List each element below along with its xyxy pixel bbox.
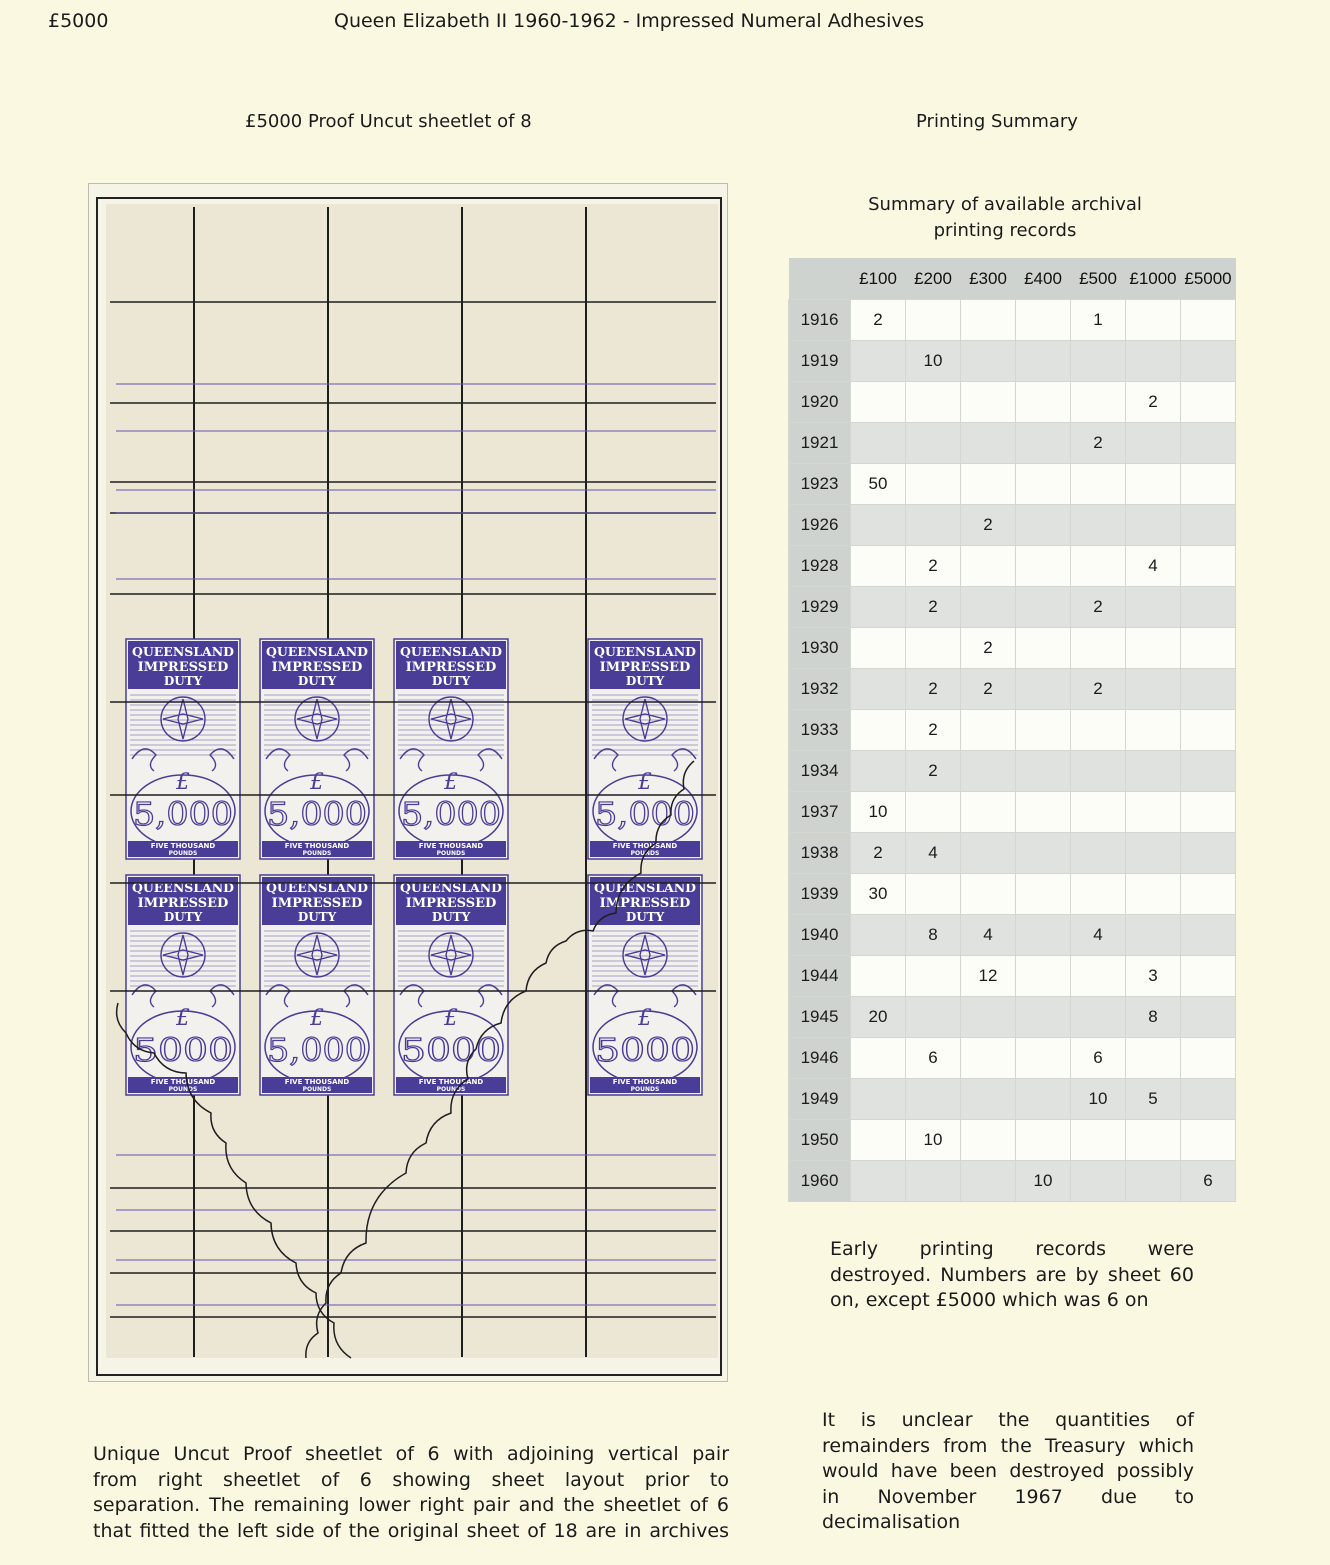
quantity-cell <box>1181 1120 1236 1161</box>
quantity-cell <box>1126 1161 1181 1202</box>
stamp-bottom2: POUNDS <box>302 1086 332 1093</box>
stamp-line2: IMPRESSED <box>599 660 691 675</box>
stamp-value: 5000 <box>595 1031 695 1069</box>
column-header: £200 <box>906 258 961 300</box>
stamp <box>588 875 702 1095</box>
quantity-cell <box>1016 710 1071 751</box>
table-row <box>789 1161 1236 1202</box>
quantity-cell <box>906 874 961 915</box>
quantity-cell <box>1126 1120 1181 1161</box>
stamp-line1: QUEENSLAND <box>399 644 503 659</box>
quantity-cell <box>906 956 961 997</box>
year-cell: 1950 <box>789 1120 851 1161</box>
quantity-cell <box>1016 300 1071 341</box>
quantity-cell <box>906 1161 961 1202</box>
quantity-cell: 2 <box>851 300 906 341</box>
quantity-cell: 2 <box>961 505 1016 546</box>
quantity-cell <box>1071 628 1126 669</box>
quantity-cell <box>1071 341 1126 382</box>
quantity-cell <box>1181 341 1236 382</box>
quantity-cell <box>1126 915 1181 956</box>
year-cell: 1960 <box>789 1161 851 1202</box>
quantity-cell <box>1016 587 1071 628</box>
quantity-cell <box>1071 751 1126 792</box>
stamp-bottom2: POUNDS <box>630 850 660 857</box>
quantity-cell <box>1126 751 1181 792</box>
page-title: Queen Elizabeth II 1960-1962 - Impressed Numeral Adhesives <box>334 10 925 32</box>
stamp <box>126 639 240 859</box>
year-cell: 1944 <box>789 956 851 997</box>
quantity-cell <box>851 1120 906 1161</box>
year-cell: 1916 <box>789 300 851 341</box>
stamp <box>588 639 702 859</box>
stamp-line3: DUTY <box>163 910 203 924</box>
quantity-cell <box>1016 1079 1071 1120</box>
quantity-cell <box>961 874 1016 915</box>
quantity-cell: 12 <box>961 956 1016 997</box>
stamp <box>260 639 374 859</box>
quantity-cell <box>1181 628 1236 669</box>
sheetlet-drawing <box>96 183 728 1383</box>
table-row <box>789 833 1236 874</box>
stamp-value: 5000 <box>133 1031 233 1069</box>
summary-subtitle: Summary of available archival printing records <box>868 194 1142 241</box>
table-header-row <box>789 258 1236 300</box>
stamp-value: 5,000 <box>267 795 367 833</box>
table-row <box>789 874 1236 915</box>
quantity-cell: 2 <box>1126 382 1181 423</box>
quantity-cell <box>1181 915 1236 956</box>
table-row <box>789 464 1236 505</box>
proof-heading: £5000 Proof Uncut sheetlet of 8 <box>245 111 532 132</box>
stamp-line1: QUEENSLAND <box>131 880 235 895</box>
quantity-cell <box>961 1038 1016 1079</box>
quantity-cell <box>961 1079 1016 1120</box>
year-cell: 1921 <box>789 423 851 464</box>
stamp <box>394 875 508 1095</box>
quantity-cell <box>1126 587 1181 628</box>
table-row <box>789 382 1236 423</box>
quantity-cell <box>1071 792 1126 833</box>
quantity-cell <box>1016 1038 1071 1079</box>
table-row <box>789 956 1236 997</box>
quantity-cell <box>1181 464 1236 505</box>
stamp-bottom1: FIVE THOUSAND <box>418 842 484 850</box>
quantity-cell: 6 <box>1071 1038 1126 1079</box>
quantity-cell <box>1016 874 1071 915</box>
quantity-cell <box>1126 1038 1181 1079</box>
quantity-cell <box>961 710 1016 751</box>
year-cell: 1933 <box>789 710 851 751</box>
stamp-bottom1: FIVE THOUSAND <box>418 1078 484 1086</box>
page-denomination: £5000 <box>48 10 109 32</box>
quantity-cell: 6 <box>906 1038 961 1079</box>
stamp-line1: QUEENSLAND <box>399 880 503 895</box>
year-cell: 1926 <box>789 505 851 546</box>
printing-summary-table-wrap <box>788 258 1236 1202</box>
quantity-cell: 2 <box>1071 423 1126 464</box>
quantity-cell <box>851 710 906 751</box>
table-row <box>789 587 1236 628</box>
column-header: £400 <box>1016 258 1071 300</box>
quantity-cell <box>961 587 1016 628</box>
column-header: £300 <box>961 258 1016 300</box>
quantity-cell: 4 <box>906 833 961 874</box>
quantity-cell <box>1016 751 1071 792</box>
quantity-cell <box>1181 1079 1236 1120</box>
stamp-bottom1: FIVE THOUSAND <box>284 1078 350 1086</box>
stamp-line2: IMPRESSED <box>137 896 229 911</box>
column-header: £500 <box>1071 258 1126 300</box>
quantity-cell: 8 <box>1126 997 1181 1038</box>
stamp-line1: QUEENSLAND <box>265 880 369 895</box>
currency-symbol: £ <box>176 1006 190 1031</box>
quantity-cell <box>906 792 961 833</box>
quantity-cell <box>1016 628 1071 669</box>
quantity-cell <box>906 997 961 1038</box>
quantity-cell <box>961 751 1016 792</box>
quantity-cell <box>1071 382 1126 423</box>
stamp-line1: QUEENSLAND <box>265 644 369 659</box>
quantity-cell <box>1016 546 1071 587</box>
stamp-value: 5,000 <box>401 795 501 833</box>
quantity-cell <box>961 792 1016 833</box>
quantity-cell <box>1016 833 1071 874</box>
stamp-value: 5,000 <box>267 1031 367 1069</box>
quantity-cell <box>1181 382 1236 423</box>
currency-symbol: £ <box>444 770 458 795</box>
table-row <box>789 792 1236 833</box>
year-cell: 1938 <box>789 833 851 874</box>
quantity-cell <box>1181 792 1236 833</box>
quantity-cell <box>1016 423 1071 464</box>
quantity-cell <box>851 915 906 956</box>
quantity-cell <box>961 1120 1016 1161</box>
quantity-cell <box>1016 997 1071 1038</box>
quantity-cell <box>1071 546 1126 587</box>
quantity-cell <box>1181 300 1236 341</box>
quantity-cell <box>1126 628 1181 669</box>
year-cell: 1940 <box>789 915 851 956</box>
table-row <box>789 1038 1236 1079</box>
stamp-line3: DUTY <box>163 674 203 688</box>
quantity-cell <box>1126 464 1181 505</box>
printing-summary-table <box>788 258 1236 1202</box>
quantity-cell <box>1181 874 1236 915</box>
table-row <box>789 628 1236 669</box>
stamp-line3: DUTY <box>431 674 471 688</box>
quantity-cell: 10 <box>1071 1079 1126 1120</box>
quantity-cell <box>961 1161 1016 1202</box>
year-cell: 1919 <box>789 341 851 382</box>
quantity-cell: 2 <box>906 710 961 751</box>
quantity-cell <box>1126 833 1181 874</box>
quantity-cell <box>906 423 961 464</box>
quantity-cell <box>1016 505 1071 546</box>
stamp-bottom2: POUNDS <box>436 1086 466 1093</box>
stamp-line3: DUTY <box>431 910 471 924</box>
note-line: decimalisation <box>822 1511 961 1533</box>
quantity-cell <box>961 341 1016 382</box>
table-row <box>789 300 1236 341</box>
uncut-proof-description <box>93 1442 729 1544</box>
currency-symbol: £ <box>310 770 324 795</box>
quantity-cell <box>906 628 961 669</box>
stamp-bottom1: FIVE THOUSAND <box>284 842 350 850</box>
quantity-cell <box>1126 341 1181 382</box>
quantity-cell <box>1181 546 1236 587</box>
stamp-bottom2: POUNDS <box>168 850 198 857</box>
quantity-cell <box>961 423 1016 464</box>
quantity-cell <box>1016 382 1071 423</box>
note-line: on, except £5000 which was 6 on <box>830 1289 1149 1311</box>
quantity-cell <box>1181 423 1236 464</box>
quantity-cell <box>851 423 906 464</box>
quantity-cell <box>1016 915 1071 956</box>
quantity-cell <box>1126 669 1181 710</box>
quantity-cell <box>906 382 961 423</box>
table-row <box>789 1120 1236 1161</box>
stamp-bottom1: FIVE THOUSAND <box>612 842 678 850</box>
currency-symbol: £ <box>310 1006 324 1031</box>
quantity-cell <box>1181 956 1236 997</box>
stamp-line2: IMPRESSED <box>405 896 497 911</box>
year-cell: 1934 <box>789 751 851 792</box>
quantity-cell <box>906 1079 961 1120</box>
quantity-cell: 2 <box>851 833 906 874</box>
quantity-cell: 4 <box>1126 546 1181 587</box>
table-row <box>789 710 1236 751</box>
quantity-cell <box>851 628 906 669</box>
stamp-bottom1: FIVE THOUSAND <box>150 1078 216 1086</box>
stamp-value: 5000 <box>401 1031 501 1069</box>
quantity-cell <box>961 464 1016 505</box>
quantity-cell: 10 <box>906 341 961 382</box>
quantity-cell <box>1071 997 1126 1038</box>
stamp-line2: IMPRESSED <box>599 896 691 911</box>
quantity-cell: 4 <box>961 915 1016 956</box>
quantity-cell <box>1016 792 1071 833</box>
quantity-cell <box>1181 1038 1236 1079</box>
stamp-line1: QUEENSLAND <box>593 644 697 659</box>
stamp <box>260 875 374 1095</box>
stamp-line3: DUTY <box>297 910 337 924</box>
year-cell: 1930 <box>789 628 851 669</box>
quantity-cell <box>961 997 1016 1038</box>
quantity-cell <box>1071 464 1126 505</box>
note-line: It is unclear the quantities of <box>822 1409 1194 1431</box>
year-cell: 1929 <box>789 587 851 628</box>
quantity-cell <box>1071 710 1126 751</box>
summary-heading: Printing Summary <box>916 111 1078 132</box>
table-row <box>789 997 1236 1038</box>
note-line: remainders from the Treasury which <box>822 1434 1194 1457</box>
quantity-cell <box>851 587 906 628</box>
quantity-cell: 30 <box>851 874 906 915</box>
year-cell: 1939 <box>789 874 851 915</box>
quantity-cell <box>1126 505 1181 546</box>
quantity-cell <box>1016 669 1071 710</box>
stamp-value: 5,000 <box>133 795 233 833</box>
note-line: Unique Uncut Proof sheetlet of 6 with adjoining vertical pair <box>93 1443 729 1465</box>
quantity-cell: 2 <box>906 587 961 628</box>
currency-symbol: £ <box>176 770 190 795</box>
stamp-line1: QUEENSLAND <box>593 880 697 895</box>
column-header: £1000 <box>1126 258 1181 300</box>
quantity-cell <box>961 546 1016 587</box>
quantity-cell <box>851 505 906 546</box>
stamp-line3: DUTY <box>625 674 665 688</box>
year-cell: 1937 <box>789 792 851 833</box>
stamp-line2: IMPRESSED <box>137 660 229 675</box>
stamp-bottom2: POUNDS <box>436 850 466 857</box>
stamp-bottom2: POUNDS <box>302 850 332 857</box>
stamp-layer <box>110 639 716 1095</box>
table-row <box>789 423 1236 464</box>
quantity-cell: 8 <box>906 915 961 956</box>
quantity-cell: 2 <box>906 546 961 587</box>
currency-symbol: £ <box>444 1006 458 1031</box>
table-row <box>789 546 1236 587</box>
stamp <box>126 875 240 1095</box>
quantity-cell <box>1126 423 1181 464</box>
year-cell: 1949 <box>789 1079 851 1120</box>
stamp-line2: IMPRESSED <box>271 660 363 675</box>
quantity-cell <box>1126 710 1181 751</box>
quantity-cell <box>1181 587 1236 628</box>
year-cell: 1946 <box>789 1038 851 1079</box>
quantity-cell <box>906 300 961 341</box>
quantity-cell <box>1181 710 1236 751</box>
quantity-cell <box>851 1079 906 1120</box>
quantity-cell: 2 <box>961 628 1016 669</box>
quantity-cell: 4 <box>1071 915 1126 956</box>
quantity-cell <box>1126 300 1181 341</box>
note-line: destroyed. Numbers are by sheet 60 <box>830 1263 1194 1286</box>
quantity-cell: 50 <box>851 464 906 505</box>
quantity-cell <box>906 505 961 546</box>
quantity-cell <box>1016 464 1071 505</box>
quantity-cell: 10 <box>851 792 906 833</box>
table-row <box>789 915 1236 956</box>
stamp-value: 5,000 <box>595 795 695 833</box>
quantity-cell: 5 <box>1126 1079 1181 1120</box>
quantity-cell: 3 <box>1126 956 1181 997</box>
quantity-cell: 2 <box>1071 669 1126 710</box>
quantity-cell <box>851 751 906 792</box>
table-row <box>789 669 1236 710</box>
quantity-cell: 1 <box>1071 300 1126 341</box>
quantity-cell: 2 <box>961 669 1016 710</box>
quantity-cell <box>851 341 906 382</box>
quantity-cell <box>1071 1120 1126 1161</box>
early-records-note <box>830 1237 1194 1314</box>
quantity-cell <box>1181 751 1236 792</box>
quantity-cell <box>1126 792 1181 833</box>
stamp-bottom2: POUNDS <box>630 1086 660 1093</box>
quantity-cell <box>851 546 906 587</box>
stamp-bottom1: FIVE THOUSAND <box>612 1078 678 1086</box>
quantity-cell <box>851 382 906 423</box>
stamp-line2: IMPRESSED <box>405 660 497 675</box>
quantity-cell <box>1016 1120 1071 1161</box>
note-line: Early printing records were <box>830 1238 1194 1260</box>
stamp <box>394 639 508 859</box>
quantity-cell <box>1071 833 1126 874</box>
quantity-cell: 6 <box>1181 1161 1236 1202</box>
quantity-cell <box>1181 833 1236 874</box>
stamp-line2: IMPRESSED <box>271 896 363 911</box>
quantity-cell <box>1071 1161 1126 1202</box>
quantity-cell <box>1071 874 1126 915</box>
year-cell: 1923 <box>789 464 851 505</box>
column-header: £100 <box>851 258 906 300</box>
quantity-cell: 2 <box>906 751 961 792</box>
quantity-cell <box>1126 874 1181 915</box>
stamp-line1: QUEENSLAND <box>131 644 235 659</box>
quantity-cell <box>1071 956 1126 997</box>
quantity-cell: 10 <box>906 1120 961 1161</box>
note-line: from right sheetlet of 6 showing sheet layout prior to <box>93 1468 729 1491</box>
note-line: in November 1967 due to <box>822 1485 1194 1508</box>
year-cell: 1920 <box>789 382 851 423</box>
column-header: £5000 <box>1181 258 1236 300</box>
stamp-line3: DUTY <box>625 910 665 924</box>
note-line: that fitted the left side of the original sheet of 18 are in archives <box>93 1519 729 1542</box>
quantity-cell <box>851 669 906 710</box>
quantity-cell <box>1016 341 1071 382</box>
quantity-cell <box>1181 505 1236 546</box>
quantity-cell <box>1181 669 1236 710</box>
currency-symbol: £ <box>638 770 652 795</box>
quantity-cell <box>851 956 906 997</box>
table-row <box>789 505 1236 546</box>
quantity-cell <box>1181 997 1236 1038</box>
quantity-cell <box>961 382 1016 423</box>
table-row <box>789 341 1236 382</box>
year-column-header <box>789 258 851 300</box>
stamp-bottom2: POUNDS <box>168 1086 198 1093</box>
year-cell: 1932 <box>789 669 851 710</box>
quantity-cell <box>851 1038 906 1079</box>
stamp-bottom1: FIVE THOUSAND <box>150 842 216 850</box>
remainders-note <box>822 1408 1194 1536</box>
quantity-cell <box>851 1161 906 1202</box>
quantity-cell: 2 <box>906 669 961 710</box>
table-row <box>789 751 1236 792</box>
stamp-line3: DUTY <box>297 674 337 688</box>
quantity-cell <box>1071 505 1126 546</box>
quantity-cell: 10 <box>1016 1161 1071 1202</box>
year-cell: 1928 <box>789 546 851 587</box>
note-line: would have been destroyed possibly <box>822 1460 1194 1482</box>
quantity-cell: 2 <box>1071 587 1126 628</box>
year-cell: 1945 <box>789 997 851 1038</box>
quantity-cell <box>961 833 1016 874</box>
quantity-cell <box>1016 956 1071 997</box>
quantity-cell <box>906 464 961 505</box>
currency-symbol: £ <box>638 1006 652 1031</box>
quantity-cell: 20 <box>851 997 906 1038</box>
note-line: separation. The remaining lower right pair and the sheetlet of 6 <box>93 1494 729 1516</box>
quantity-cell <box>961 300 1016 341</box>
table-row <box>789 1079 1236 1120</box>
